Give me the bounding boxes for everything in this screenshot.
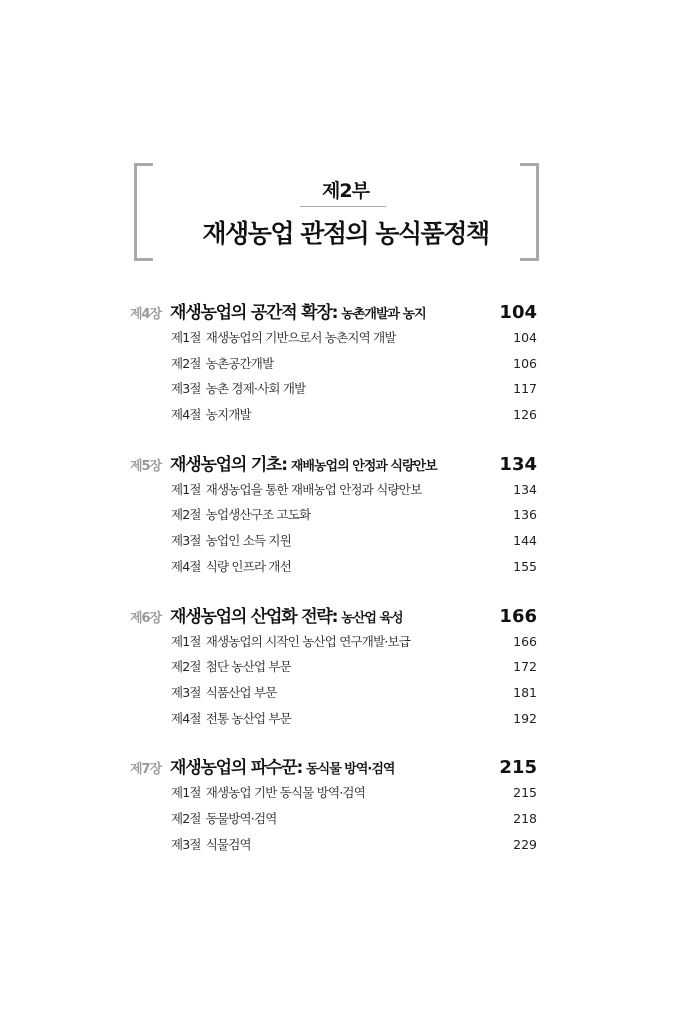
section-page-number: 144 bbox=[513, 533, 537, 549]
section-entry[interactable] bbox=[130, 477, 537, 503]
section-page-number: 166 bbox=[513, 633, 537, 649]
section-title: 식물검역 bbox=[205, 836, 251, 852]
chapter-entry[interactable] bbox=[130, 756, 537, 780]
section-number: 제2절 bbox=[171, 810, 201, 826]
section-title: 재생농업을 통한 재배농업 안정과 식량안보 bbox=[205, 481, 422, 497]
section-number: 제4절 bbox=[171, 558, 201, 574]
section-number: 제3절 bbox=[171, 684, 201, 700]
section-number: 제1절 bbox=[171, 330, 201, 345]
section-entry[interactable] bbox=[130, 351, 537, 377]
section-entry[interactable] bbox=[130, 376, 537, 402]
section-page-number: 172 bbox=[513, 659, 537, 675]
section-page-number: 117 bbox=[513, 381, 537, 397]
section-page-number: 218 bbox=[513, 810, 537, 826]
section-number: 제1절 bbox=[171, 785, 201, 801]
section-entry[interactable] bbox=[130, 554, 537, 580]
part-label: 제2부 bbox=[322, 180, 369, 202]
chapter-number: 제5장 bbox=[130, 458, 162, 474]
part-title: 재생농업 관점의 농식품정책 bbox=[202, 219, 489, 248]
section-number: 제3절 bbox=[171, 836, 201, 852]
section-page-number: 181 bbox=[513, 684, 537, 700]
section-title: 식량 인프라 개선 bbox=[205, 558, 291, 574]
part-divider bbox=[300, 206, 386, 207]
chapter-entry[interactable] bbox=[130, 453, 537, 477]
chapter-page-number: 215 bbox=[499, 757, 537, 779]
section-entry[interactable] bbox=[130, 402, 537, 428]
section-entry[interactable] bbox=[130, 680, 537, 706]
chapter-page-number: 134 bbox=[499, 453, 537, 475]
section-number: 제2절 bbox=[171, 507, 201, 523]
section-number: 제1절 bbox=[171, 481, 201, 497]
section-page-number: 104 bbox=[513, 330, 537, 345]
chapter-subtitle: 동식물 방역·검역 bbox=[306, 762, 395, 778]
chapter-number: 제6장 bbox=[130, 610, 162, 626]
section-number: 제3절 bbox=[171, 381, 201, 397]
section-page-number: 126 bbox=[513, 407, 537, 423]
chapter-entry[interactable] bbox=[130, 605, 537, 629]
chapter-page-number: 104 bbox=[499, 302, 537, 323]
section-number: 제4절 bbox=[171, 710, 201, 726]
chapter-subtitle: 농촌개발과 농지 bbox=[341, 307, 426, 322]
section-page-number: 192 bbox=[513, 710, 537, 726]
section-entry[interactable] bbox=[130, 502, 537, 528]
section-page-number: 155 bbox=[513, 558, 537, 574]
chapter-title: 재생농업의 기초: bbox=[170, 454, 287, 475]
section-number: 제2절 bbox=[171, 355, 201, 371]
chapter-page-number: 166 bbox=[499, 605, 537, 627]
section-page-number: 106 bbox=[513, 355, 537, 371]
section-entry[interactable] bbox=[130, 654, 537, 680]
section-entry[interactable] bbox=[130, 629, 537, 655]
section-title: 농지개발 bbox=[205, 407, 251, 423]
section-entry[interactable] bbox=[130, 325, 537, 351]
chapter-number: 제4장 bbox=[130, 307, 162, 322]
section-title: 식품산업 부문 bbox=[205, 684, 277, 700]
section-title: 재생농업 기반 동식물 방역·검역 bbox=[205, 785, 365, 801]
section-entry[interactable] bbox=[130, 806, 537, 832]
section-number: 제3절 bbox=[171, 533, 201, 549]
chapter-title: 재생농업의 산업화 전략: bbox=[170, 606, 338, 627]
table-of-contents bbox=[130, 301, 537, 857]
chapter-subtitle: 농산업 육성 bbox=[341, 610, 403, 626]
section-title: 농업생산구조 고도화 bbox=[205, 507, 311, 523]
chapter-entry[interactable] bbox=[130, 301, 537, 325]
section-entry[interactable] bbox=[130, 528, 537, 554]
section-title: 재생농업의 기반으로서 농촌지역 개발 bbox=[205, 330, 396, 345]
section-page-number: 229 bbox=[513, 836, 537, 852]
section-title: 농촌공간개발 bbox=[205, 355, 274, 371]
section-number: 제2절 bbox=[171, 659, 201, 675]
section-entry[interactable] bbox=[130, 706, 537, 732]
chapter-title: 재생농업의 파수꾼: bbox=[170, 758, 303, 779]
chapter-title: 재생농업의 공간적 확장: bbox=[170, 303, 338, 323]
chapter-number: 제7장 bbox=[130, 762, 162, 778]
section-number: 제1절 bbox=[171, 633, 201, 649]
section-entry[interactable] bbox=[130, 780, 537, 806]
section-entry[interactable] bbox=[130, 832, 537, 858]
section-title: 전통 농산업 부문 bbox=[205, 710, 291, 726]
section-title: 동물방역·검역 bbox=[205, 810, 277, 826]
section-title: 재생농업의 시작인 농산업 연구개발·보급 bbox=[205, 633, 411, 649]
section-number: 제4절 bbox=[171, 407, 201, 423]
section-title: 농업인 소득 지원 bbox=[205, 533, 291, 549]
section-page-number: 215 bbox=[513, 785, 537, 801]
section-title: 첨단 농산업 부문 bbox=[205, 659, 291, 675]
section-page-number: 136 bbox=[513, 507, 537, 523]
section-title: 농촌 경제·사회 개발 bbox=[205, 381, 306, 397]
chapter-subtitle: 재배농업의 안정과 식량안보 bbox=[290, 458, 437, 474]
section-page-number: 134 bbox=[513, 481, 537, 497]
